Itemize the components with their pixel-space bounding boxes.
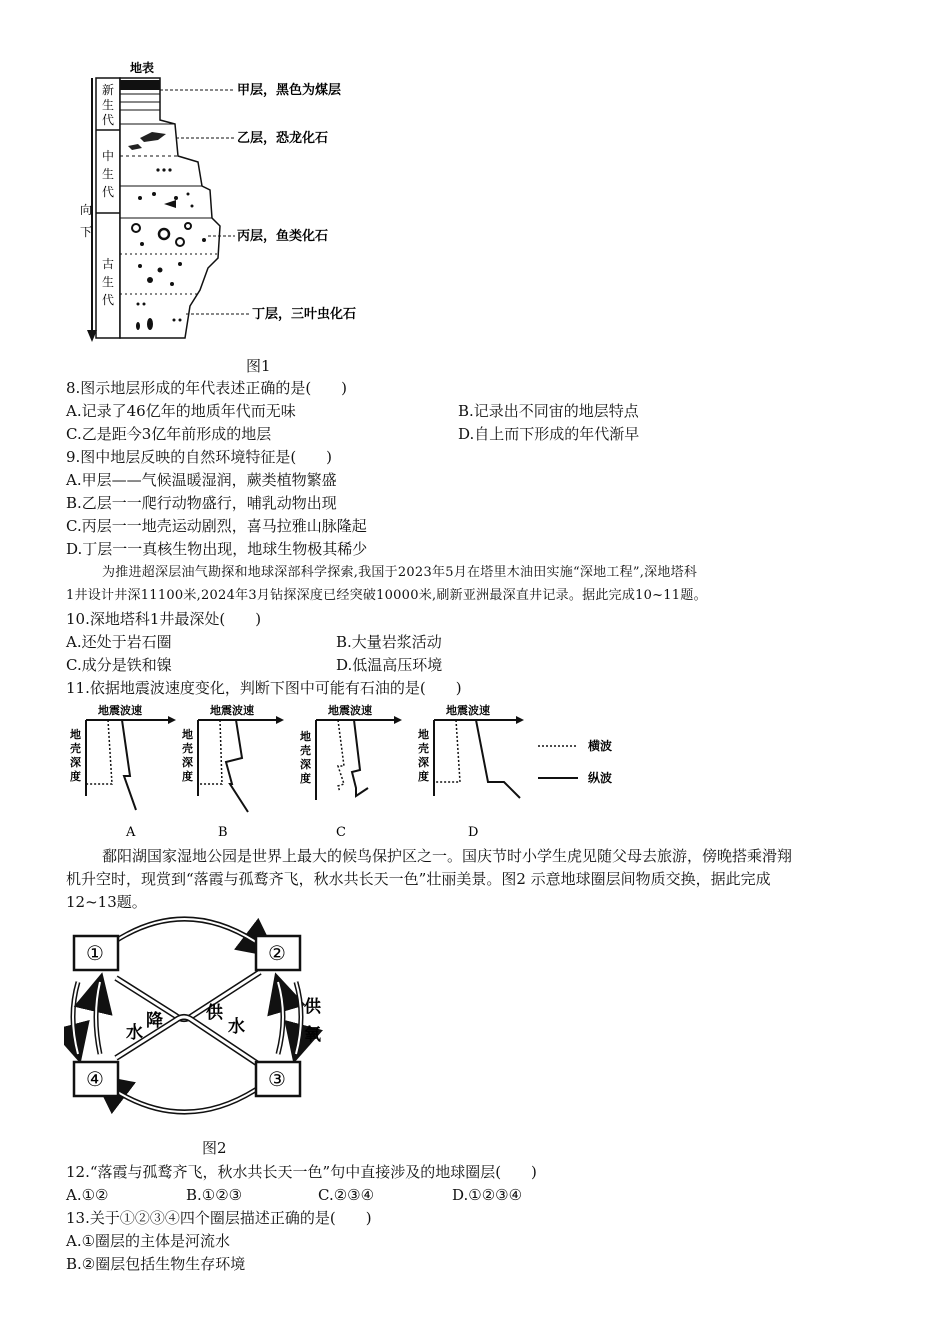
seismic-diagram-d — [418, 703, 524, 840]
sphere-box-3: ③ — [268, 1067, 286, 1091]
svg-text:地震波速: 地震波速 — [210, 704, 254, 717]
figure-1-strata — [80, 58, 380, 348]
label-supply-oxygen: 供氧 — [304, 997, 321, 1045]
label-gong: 供 — [206, 1003, 223, 1023]
q9-option-b: B.乙层一一爬行动物盛行，哺乳动物出现 — [66, 494, 337, 512]
svg-text:地壳深度: 地壳深度 — [418, 728, 429, 783]
q13-stem: 13.关于①②③④四个圈层描述正确的是( ) — [66, 1209, 372, 1227]
q9-stem: 9.图中地层反映的自然环境特征是( ) — [66, 448, 333, 466]
q9-option-c: C.丙层一一地壳运动剧烈，喜马拉雅山脉隆起 — [66, 517, 367, 535]
q9-option-d: D.丁层一一真核生物出现，地球生物极其稀少 — [66, 540, 368, 558]
era-zhongsheng: 中生代 — [102, 149, 115, 199]
svg-text:地壳深度: 地壳深度 — [300, 730, 311, 785]
sphere-box-4: ④ — [86, 1067, 104, 1091]
seismic-option-a: A — [126, 825, 136, 840]
q8-option-a: A.记录了46亿年的地质年代而无味 — [66, 402, 296, 420]
label-jiang: 降 — [146, 1011, 163, 1031]
svg-text:地壳深度: 地壳深度 — [70, 728, 81, 783]
passage-2-line-2: 机升空时，现赏到“落霞与孤鹜齐飞，秋水共长天一色”壮丽美景。图2 示意地球圈层间物质交换，据此完成 — [66, 870, 771, 888]
q8-stem: 8.图示地层形成的年代表述正确的是( ) — [66, 379, 348, 397]
legend-transverse-wave: 横波 — [588, 739, 613, 753]
seismic-diagram-a — [70, 703, 176, 840]
svg-text:地震波速: 地震波速 — [446, 704, 490, 717]
q12-option-a: A.①② — [66, 1186, 109, 1204]
seismic-diagram-c — [300, 703, 402, 840]
layer-yi-label: 乙层，恐龙化石 — [237, 131, 329, 146]
svg-text:地震波速: 地震波速 — [328, 704, 372, 717]
sphere-box-1: ① — [86, 941, 104, 965]
q10-stem: 10.深地塔科1井最深处( ) — [66, 610, 262, 628]
label-shui-right: 水 — [228, 1017, 245, 1037]
q13-option-b: B.②圈层包括生物生存环境 — [66, 1255, 246, 1273]
q10-option-b: B.大量岩浆活动 — [336, 633, 442, 651]
label-shui-left: 水 — [126, 1023, 143, 1043]
passage-1-line-1: 为推进超深层油气勘探和地球深部科学探索,我国于2023年5月在塔里木油田实施“深地工程”,深地塔科 — [102, 565, 698, 580]
seismic-option-d: D — [468, 825, 479, 840]
q8-option-d: D.自上而下形成的年代渐早 — [458, 425, 640, 443]
direction-label: 向下 — [80, 203, 93, 239]
figure-2-caption: 图2 — [202, 1139, 227, 1157]
figure-2-spheres — [64, 912, 334, 1132]
q12-option-c: C.②③④ — [318, 1186, 375, 1204]
layer-ding-label: 丁层，三叶虫化石 — [252, 307, 357, 322]
layer-jia-label: 甲层，黑色为煤层 — [237, 83, 342, 98]
seismic-diagrams — [64, 700, 644, 840]
q9-option-a: A.甲层——气候温暖湿润，蕨类植物繁盛 — [66, 471, 337, 489]
era-gusheng: 古生代 — [102, 257, 115, 307]
q10-option-a: A.还处于岩石圈 — [66, 633, 172, 651]
seismic-option-b: B — [218, 825, 228, 840]
legend-longitudinal-wave: 纵波 — [588, 771, 613, 785]
era-xinsheng: 新生代 — [102, 83, 115, 127]
passage-1-line-2: 1井设计井深11100米,2024年3月钻探深度已经突破10000米,刷新亚洲最深直井记录。据此完成10~11题。 — [66, 588, 707, 603]
q8-option-c: C.乙是距今3亿年前形成的地层 — [66, 425, 272, 443]
seismic-diagram-b — [182, 703, 284, 840]
sphere-box-2: ② — [268, 941, 286, 965]
surface-label: 地表 — [130, 61, 155, 75]
svg-text:地震波速: 地震波速 — [98, 704, 142, 717]
q10-option-d: D.低温高压环境 — [336, 656, 443, 674]
q12-option-d: D.①②③④ — [452, 1186, 523, 1204]
figure-1-caption: 图1 — [246, 357, 271, 375]
q10-option-c: C.成分是铁和镍 — [66, 656, 172, 674]
seismic-option-c: C — [336, 825, 346, 840]
q8-option-b: B.记录出不同宙的地层特点 — [458, 402, 639, 420]
q12-stem: 12.“落霞与孤鹜齐飞，秋水共长天一色”句中直接涉及的地球圈层( ) — [66, 1163, 537, 1181]
svg-text:地壳深度: 地壳深度 — [182, 728, 193, 783]
passage-2-line-3: 12~13题。 — [66, 893, 147, 911]
q12-option-b: B.①②③ — [186, 1186, 243, 1204]
passage-2-line-1: 鄱阳湖国家湿地公园是世界上最大的候鸟保护区之一。国庆节时小学生虎见随父母去旅游，傍晚搭乘滑翔 — [102, 847, 793, 865]
q11-stem: 11.依据地震波速度变化，判断下图中可能有石油的是( ) — [66, 679, 462, 697]
q13-option-a: A.①圈层的主体是河流水 — [66, 1232, 231, 1250]
layer-bing-label: 丙层，鱼类化石 — [237, 229, 329, 244]
